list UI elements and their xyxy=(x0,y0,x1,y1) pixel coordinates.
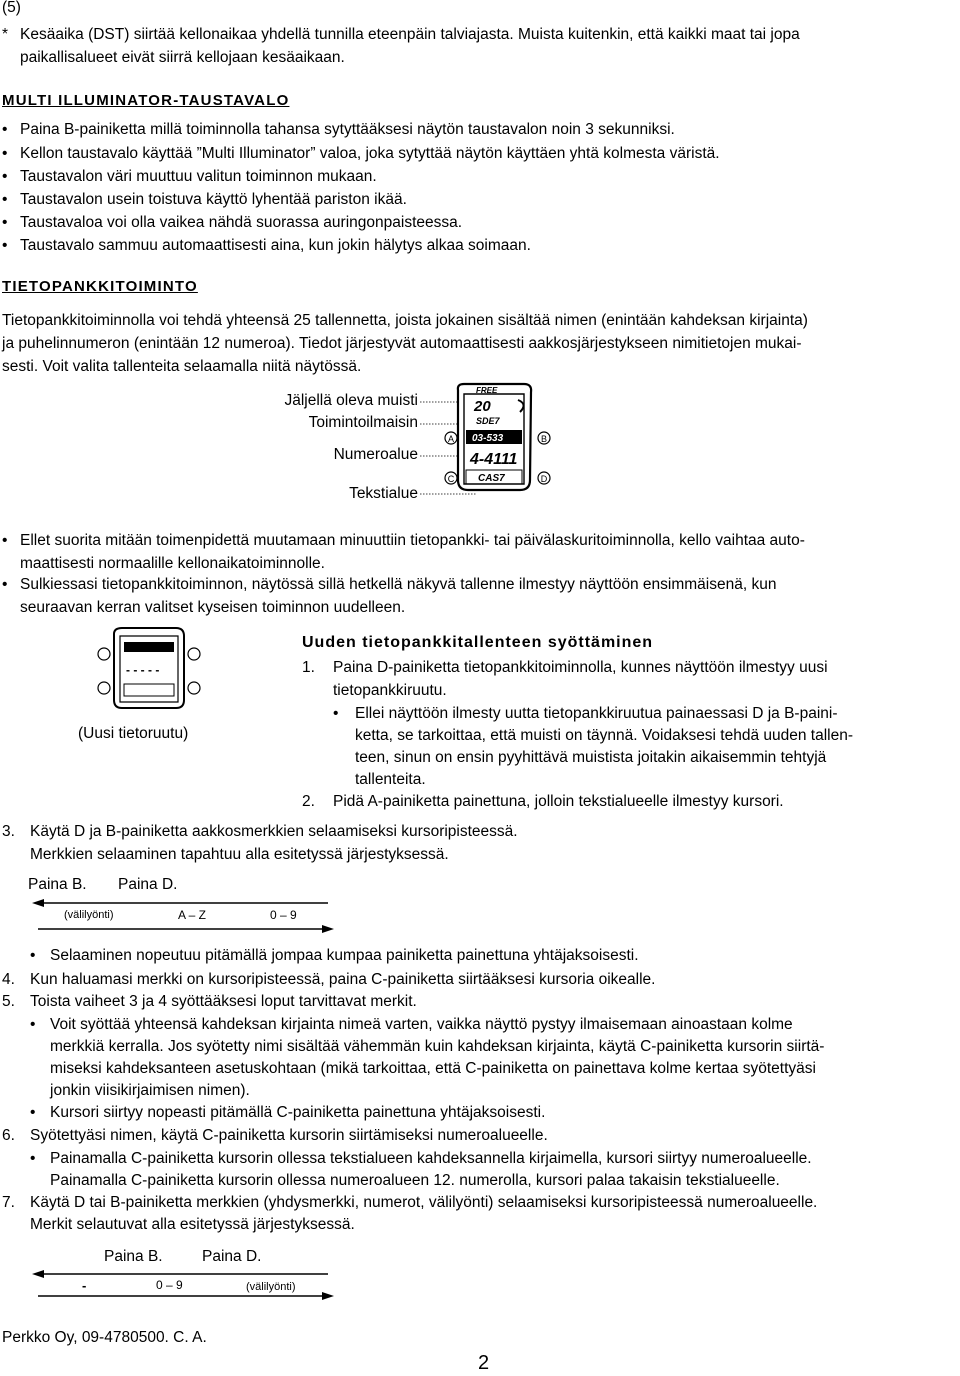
step6-b1-2: Painamalla C-painiketta kursorin ollessa numeroalueen 12. numerolla, kursori palaa takaisin tekstialueelle. xyxy=(50,1172,780,1189)
multi-bullet-5: Taustavaloa voi olla vaikea nähdä suorassa auringonpaisteessa. xyxy=(20,214,463,231)
watch-button-b xyxy=(188,648,200,660)
bullet-dot: • xyxy=(2,121,8,138)
step1-bullet-3: teen, sinun on ensin pyyhittävä muistista joitakin aikaisemmin tehtyjä xyxy=(355,749,827,766)
watch-button-c xyxy=(98,682,110,694)
watch-row1-bg xyxy=(124,642,174,652)
label-mode: Toimintoilmaisin xyxy=(308,414,418,431)
seq2-dash: - xyxy=(82,1278,87,1293)
label-memory: Jäljellä oleva muisti xyxy=(284,392,418,409)
arrow-right-icon xyxy=(322,925,334,933)
seq2-press-b: Paina B. xyxy=(104,1248,163,1265)
fast-scroll: Selaaminen nopeutuu pitämällä jompaa kumpaa painiketta painettuna yhtäjaksoisesti. xyxy=(50,947,639,964)
auto-return-1: Ellet suorita mitään toimenpidettä muutamaan minuuttiin tietopankki- tai päivälaskuritoiminnolla, kello vaihtaa auto- xyxy=(20,532,805,549)
bullet-dot: • xyxy=(30,1104,36,1121)
arrow-left-icon xyxy=(32,899,44,907)
multi-bullet-3: Taustavalon väri muuttuu valitun toiminnon mukaan. xyxy=(20,168,377,185)
databank-intro-2: ja puhelinnumeron (enintään 12 numeroa). Tiedot järjestyvät automaattisesti aakkosjärjestykseen nimitietojen mukai- xyxy=(2,335,802,352)
watch-button-c xyxy=(445,472,457,484)
watch-diagram-new xyxy=(90,626,210,712)
watch-label-d: D xyxy=(540,474,548,484)
page-number: 2 xyxy=(478,1352,490,1374)
step3-line-1: Käytä D ja B-painiketta aakkosmerkkien selaamiseksi kursoripisteessä. xyxy=(30,823,518,840)
watch-label-a: A xyxy=(447,434,455,444)
new-entry-heading: Uuden tietopankkitallenteen syöttäminen xyxy=(302,634,654,651)
close-record-2: seuraavan kerran valitset kyseisen toiminnon uudelleen. xyxy=(20,599,406,616)
step1-line-2: tietopankkiruutu. xyxy=(333,682,447,699)
watch-button-a xyxy=(98,648,110,660)
multi-bullet-2: Kellon taustavalo käyttää ”Multi Illuminator” valoa, joka sytyttää näytön käyttäen yhtä kolmesta väristä. xyxy=(20,145,720,162)
step4-num: 4. xyxy=(2,971,15,988)
step5-b1-3: miseksi kahdeksanteen asetuskohtaan (mikä tarkoittaa, että C-painiketta on painettava kolme kertaa syötettyäsi xyxy=(50,1060,816,1077)
watch-row2: 4-4111 xyxy=(470,451,518,468)
dst-bullet: * xyxy=(2,26,9,43)
watch-count: 20 xyxy=(474,398,491,415)
step5-text: Toista vaiheet 3 ja 4 syöttääksesi loput tarvittavat merkit. xyxy=(30,993,417,1010)
seq1-nums: 0 – 9 xyxy=(270,908,297,922)
bullet-dot: • xyxy=(30,1016,36,1033)
label-number: Numeroalue xyxy=(333,446,418,463)
watch-label-b: B xyxy=(540,434,548,444)
seq2-nums: 0 – 9 xyxy=(156,1278,183,1292)
auto-return-2: maattisesti normaalille kellonaikatoiminnolle. xyxy=(20,555,325,572)
databank-intro-3: sesti. Voit valita tallenteita selaamalla niitä näytössä. xyxy=(2,358,362,375)
step5-num: 5. xyxy=(2,993,15,1010)
step6-b1-1: Painamalla C-painiketta kursorin ollessa tekstialueen kahdeksannella kirjaimella, kursori siirtyy numeroalueelle. xyxy=(50,1150,812,1167)
seq2-press-d: Paina D. xyxy=(202,1248,262,1265)
step5-b2: Kursori siirtyy nopeasti pitämällä C-painiketta painettuna yhtäjaksoisesti. xyxy=(50,1104,546,1121)
step7-num: 7. xyxy=(2,1194,15,1211)
seq1-az: A – Z xyxy=(178,908,207,922)
bullet-dot: • xyxy=(2,168,8,185)
step5-b1-2: merkkiä kerralla. Jos syötetty nimi sisältää vähemmän kuin kahdeksan kirjainta, käytä C-painiketta kursorin siirtä- xyxy=(50,1038,825,1055)
bullet-dot: • xyxy=(2,191,8,208)
watch-button-a xyxy=(445,432,457,444)
multi-bullet-4: Taustavalon usein toistuva käyttö lyhentää pariston ikää. xyxy=(20,191,407,208)
arrow-right-icon xyxy=(322,1292,334,1300)
sequence-diagram-2 xyxy=(28,1266,348,1306)
watch-mode: SDE7 xyxy=(476,416,500,426)
multi-bullet-6: Taustavalo sammuu automaattisesti aina, kun jokin hälytys alkaa soimaan. xyxy=(20,237,531,254)
section-heading-databank: TIETOPANKKITOIMINTO xyxy=(2,278,198,295)
step3-num: 3. xyxy=(2,823,15,840)
bullet-dot: • xyxy=(30,947,36,964)
step2-text: Pidä A-painiketta painettuna, jolloin tekstialueelle ilmestyy kursori. xyxy=(333,793,784,810)
page-marker: (5) xyxy=(2,0,21,16)
section-heading-multi: MULTI ILLUMINATOR-TAUSTAVALO xyxy=(2,92,290,109)
step6-num: 6. xyxy=(2,1127,15,1144)
step1-bullet-1: Ellei näyttöön ilmesty uutta tietopankkiruutua painaessasi D ja B-paini- xyxy=(355,705,838,722)
seq1-press-d: Paina D. xyxy=(118,876,178,893)
footer-company: Perkko Oy, 09-4780500. C. A. xyxy=(2,1329,207,1346)
watch-new-row: - - - - - xyxy=(126,663,160,677)
watch-row1: 03-533 xyxy=(472,433,504,444)
bullet-dot: • xyxy=(2,532,8,549)
bullet-dot: • xyxy=(2,237,8,254)
databank-intro-1: Tietopankkitoiminnolla voi tehdä yhteensä 25 tallennetta, joista jokainen sisältää nimen (enintään kahdeksan kirjainta) xyxy=(2,312,808,329)
label-text: Tekstialue xyxy=(349,485,418,502)
watch-row3: CAS7 xyxy=(478,473,505,484)
step1-bullet-4: tallenteita. xyxy=(355,771,426,788)
step5-b1-1: Voit syöttää yhteensä kahdeksan kirjainta nimeä varten, vaikka näyttö pystyy ilmaisemaan ainoastaan kolme xyxy=(50,1016,793,1033)
watch-label-c: C xyxy=(447,474,455,484)
new-screen-caption: (Uusi tietoruutu) xyxy=(78,725,189,742)
dst-line-2: paikallisalueet eivät siirrä kellojaan kesäaikaan. xyxy=(20,49,345,66)
bullet-dot: • xyxy=(333,705,339,722)
step5-b1-4: jonkin viisikirjaimisen nimen). xyxy=(50,1082,250,1099)
watch-button-b xyxy=(538,432,550,444)
step1-bullet-2: ketta, se tarkoittaa, että muisti on täynnä. Voidaksesi tehdä uuden tallen- xyxy=(355,727,854,744)
dst-line-1: Kesäaika (DST) siirtää kellonaikaa yhdellä tunnilla eteenpäin talviajasta. Muista kuitenkin, että kaikki maat tai jopa xyxy=(20,26,800,43)
bullet-dot: • xyxy=(2,214,8,231)
step6-text: Syötettyäsi nimen, käytä C-painiketta kursorin siirtämiseksi numeroalueelle. xyxy=(30,1127,548,1144)
sequence-diagram-1 xyxy=(28,893,348,933)
step4-text: Kun haluamasi merkki on kursoripisteessä, paina C-painiketta siirtääksesi kursoria oikealle. xyxy=(30,971,656,988)
seq1-press-b: Paina B. xyxy=(28,876,87,893)
multi-bullet-1: Paina B-painiketta millä toiminnolla tahansa sytyttääksesi näytön taustavalon noin 3 sekunniksi. xyxy=(20,121,675,138)
watch-free: FREE xyxy=(476,386,498,395)
close-record-1: Sulkiessasi tietopankkitoiminnon, näytössä sillä hetkellä näkyvä tallenne ilmestyy näyttöön ensimmäisenä, kun xyxy=(20,576,777,593)
bullet-dot: • xyxy=(2,576,8,593)
seq2-space: (välilyönti) xyxy=(246,1281,296,1293)
step1-line-1: Paina D-painiketta tietopankkitoiminnolla, kunnes näyttöön ilmestyy uusi xyxy=(333,659,828,676)
step7-line-2: Merkit selautuvat alla esitetyssä järjestyksessä. xyxy=(30,1216,355,1233)
watch-button-d xyxy=(188,682,200,694)
step1-num: 1. xyxy=(302,659,315,676)
watch-diagram xyxy=(420,380,560,502)
bullet-dot: • xyxy=(2,145,8,162)
watch-button-d xyxy=(538,472,550,484)
bullet-dot: • xyxy=(30,1150,36,1167)
seq1-space: (välilyönti) xyxy=(64,909,114,921)
arrow-left-icon xyxy=(32,1270,44,1278)
step3-line-2: Merkkien selaaminen tapahtuu alla esitetyssä järjestyksessä. xyxy=(30,846,449,863)
step2-num: 2. xyxy=(302,793,315,810)
step7-line-1: Käytä D tai B-painiketta merkkien (yhdysmerkki, numerot, välilyönti) selaamiseksi kursoripisteessä numeroalueelle. xyxy=(30,1194,818,1211)
